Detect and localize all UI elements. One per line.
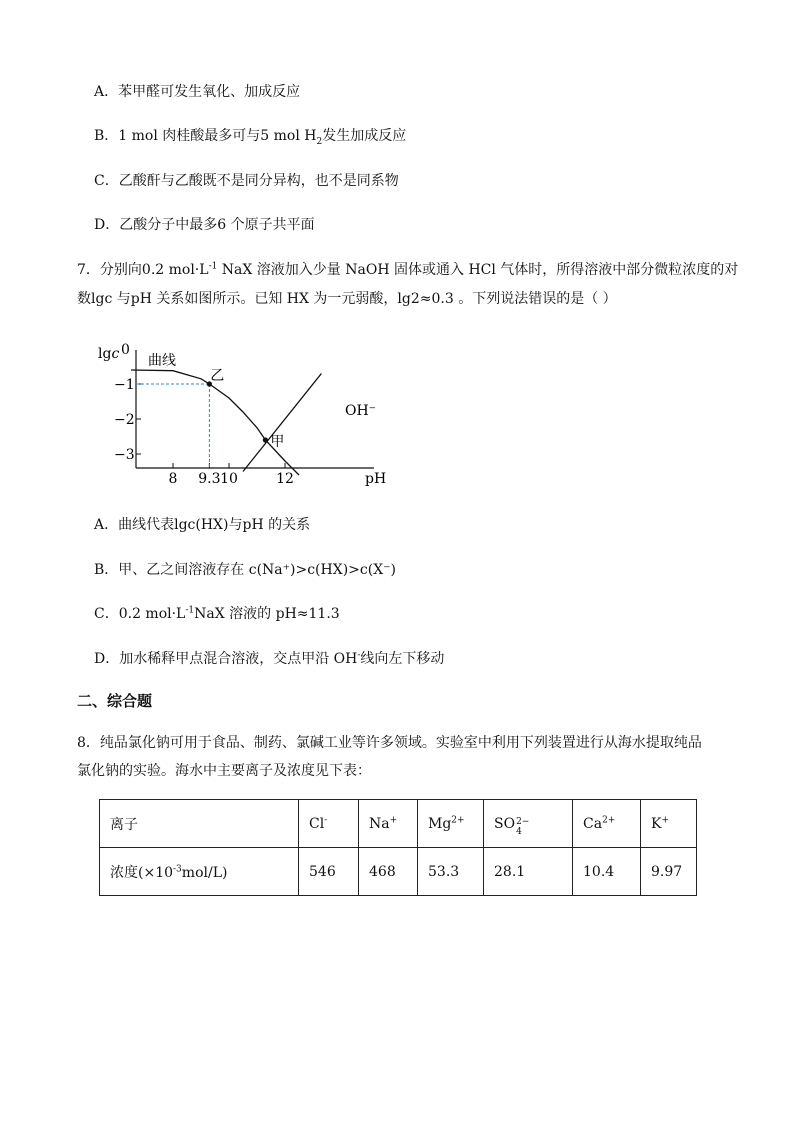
q8-stem-line1: 8．纯品氯化钠可用于食品、制药、氯碱工业等许多领域。实验室中利用下列装置进行从海水提取纯品 bbox=[77, 735, 702, 751]
q7-option-d bbox=[94, 649, 444, 669]
section-heading: 二、综合题 bbox=[77, 692, 153, 710]
q7-option-c-sup: -1 bbox=[185, 605, 195, 616]
ion-name: K bbox=[651, 815, 662, 832]
ion-charge: + bbox=[389, 814, 398, 825]
y-tick-label: −1 bbox=[114, 377, 135, 393]
x-axis-label: pH bbox=[365, 471, 387, 487]
ion-name: SO bbox=[494, 815, 516, 832]
x-tick-label: 9.3 bbox=[198, 471, 221, 487]
q7-option-a: A．曲线代表lgc(HX)与pH 的关系 bbox=[94, 517, 311, 533]
q7-option-c-text-end: NaX 溶液的 pH≈11.3 bbox=[194, 606, 340, 622]
q6-option-c: C．乙酸酐与乙酸既不是同分异构，也不是同系物 bbox=[94, 173, 399, 189]
table-row-concentrations bbox=[100, 848, 697, 896]
value-cell: 546 bbox=[299, 848, 359, 896]
ion-cell bbox=[573, 800, 641, 848]
x-tick-label: 10 bbox=[220, 471, 238, 487]
curve-label: 曲线 bbox=[148, 353, 176, 369]
value-cell: 28.1 bbox=[484, 848, 573, 896]
series-lines bbox=[131, 370, 321, 475]
ion-cell: SO 2− 4 bbox=[484, 800, 573, 848]
y-tick-label: −3 bbox=[114, 447, 135, 463]
oh-line bbox=[243, 374, 321, 472]
q8-stem-line2: 氯化钠的实验。海水中主要离子及浓度见下表： bbox=[77, 763, 371, 779]
ion-charge: - bbox=[324, 814, 328, 825]
q6-option-d: D．乙酸分子中最多6 个原子共平面 bbox=[94, 217, 315, 233]
value-cell: 10.4 bbox=[573, 848, 641, 896]
lgc-ph-graph bbox=[94, 338, 394, 488]
y-tick-label: −2 bbox=[114, 412, 135, 428]
x-tick-label: 12 bbox=[276, 471, 294, 487]
row2-label-sup: -3 bbox=[173, 863, 182, 874]
q7-stem-text: 7．分别向0.2 mol·L bbox=[77, 262, 209, 278]
q7-stem-line2: 数lgc 与pH 关系如图所示。已知 HX 为一元弱酸，lg2≈0.3 。下列说法错误的是（ ） bbox=[77, 291, 617, 307]
y-tick-label: 0 bbox=[121, 342, 130, 358]
q7-stem-text-end: NaX 溶液加入少量 NaOH 固体或通入 HCl 气体时，所得溶液中部分微粒浓度的对 bbox=[217, 262, 739, 278]
ion-name: Ca bbox=[583, 815, 603, 832]
table-row1-label: 离子 bbox=[100, 800, 299, 848]
ion-cell bbox=[418, 800, 484, 848]
series-labels bbox=[148, 352, 376, 419]
guide-lines bbox=[136, 384, 209, 468]
q7-stem-sup: -1 bbox=[208, 261, 218, 272]
q7-option-b: B．甲、乙之间溶液存在 c(Na⁺)>c(HX)>c(X⁻) bbox=[94, 562, 397, 578]
q6-option-a: A．苯甲醛可发生氧化、加成反应 bbox=[94, 84, 301, 100]
table-row2-label bbox=[100, 848, 299, 896]
value-cell: 53.3 bbox=[418, 848, 484, 896]
point-label: 乙 bbox=[210, 368, 225, 384]
row2-label-text-end: mol/L) bbox=[181, 864, 228, 881]
ion-cell bbox=[359, 800, 418, 848]
value-cell: 468 bbox=[359, 848, 418, 896]
x-tick-label: 8 bbox=[168, 471, 178, 487]
point-label: 甲 bbox=[270, 434, 285, 450]
ion-concentration-table bbox=[99, 799, 697, 896]
oh-line-label: OH⁻ bbox=[345, 403, 377, 419]
marked-points bbox=[207, 368, 285, 450]
q6-option-b-text-end: 发生加成反应 bbox=[322, 128, 407, 144]
ion-name: Mg bbox=[428, 815, 452, 832]
q7-option-d-text: D．加水稀释甲点混合溶液，交点甲沿 OH bbox=[94, 651, 358, 667]
q7-option-c-text: C．0.2 mol·L bbox=[94, 606, 186, 622]
value-cell: 9.97 bbox=[641, 848, 697, 896]
x-ticks bbox=[169, 463, 294, 487]
q7-option-d-sup: - bbox=[357, 650, 361, 661]
q6-option-b bbox=[94, 126, 406, 146]
q6-option-b-sub: 2 bbox=[316, 136, 323, 147]
q7-option-c bbox=[94, 604, 340, 624]
ion-cell bbox=[299, 800, 359, 848]
ion-name: Cl bbox=[309, 815, 325, 832]
ion-charge: 2+ bbox=[602, 814, 616, 825]
q7-option-d-text-end: 线向左下移动 bbox=[360, 651, 445, 667]
ion-charge: 2+ bbox=[451, 814, 465, 825]
ion-cell bbox=[641, 800, 697, 848]
hx-curve-line bbox=[131, 370, 299, 475]
row2-label-text: 浓度(×10 bbox=[110, 864, 174, 881]
q7-stem-line1 bbox=[77, 260, 738, 280]
ion-name: Na bbox=[369, 815, 390, 832]
ion-charge: + bbox=[661, 814, 670, 825]
y-axis-label: lgc bbox=[98, 346, 120, 362]
table-row-ions bbox=[100, 800, 697, 848]
point-dot bbox=[263, 437, 268, 442]
q6-option-b-text: B．1 mol 肉桂酸最多可与5 mol H bbox=[94, 128, 317, 144]
